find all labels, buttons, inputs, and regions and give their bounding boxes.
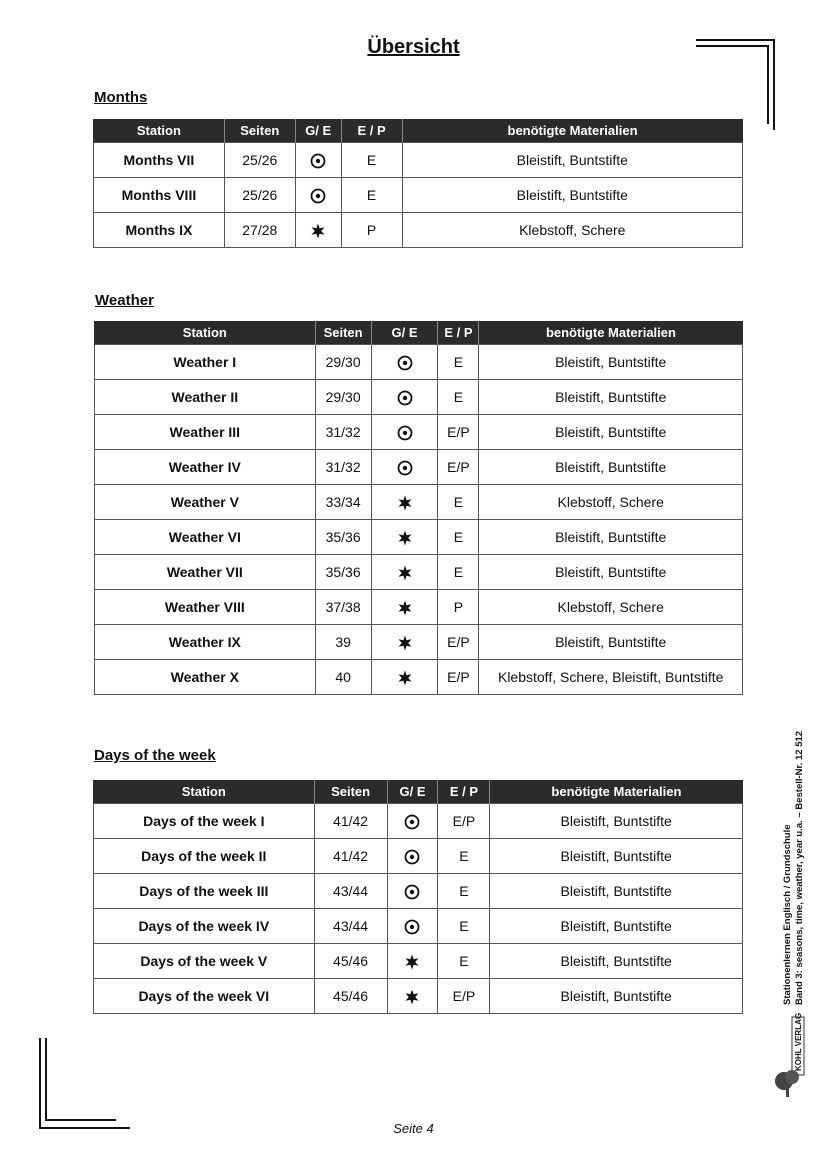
page-footer: Seite 4: [393, 1121, 434, 1136]
table-row: [95, 380, 743, 415]
table-row: [95, 555, 743, 590]
table-row: [94, 178, 743, 213]
ep-cell: E: [438, 909, 490, 944]
table-row: [95, 520, 743, 555]
ep-cell: P: [341, 213, 402, 248]
materialien-cell: Bleistift, Buntstifte: [490, 979, 743, 1014]
seiten-cell: 27/28: [224, 213, 295, 248]
header-seiten: Seiten: [224, 119, 295, 143]
ge-cell: [371, 415, 438, 450]
header-materialien: benötigte Materialien: [490, 780, 743, 804]
ge-cell: [371, 485, 438, 520]
header-ge: G/ E: [295, 119, 341, 143]
header-seiten: Seiten: [315, 321, 371, 345]
seiten-cell: 25/26: [224, 143, 295, 178]
station-cell: Weather V: [95, 485, 316, 520]
side-text-line-1: Stationenlernen Englisch / Grundschule: [782, 824, 793, 1005]
seiten-cell: 45/46: [314, 944, 387, 979]
star-icon: [310, 221, 326, 237]
table-row: [95, 485, 743, 520]
materialien-cell: Bleistift, Buntstifte: [479, 415, 743, 450]
star-icon: [397, 598, 413, 614]
ep-cell: E/P: [438, 625, 479, 660]
header-materialien: benötigte Materialien: [479, 321, 743, 345]
seiten-cell: 41/42: [314, 839, 387, 874]
ge-cell: [387, 944, 438, 979]
ge-cell: [371, 450, 438, 485]
star-icon: [397, 493, 413, 509]
corner-frame-bottom-left: [34, 1034, 134, 1134]
header-materialien: benötigte Materialien: [402, 119, 742, 143]
ep-cell: E/P: [438, 660, 479, 695]
circle-dot-icon: [404, 882, 420, 898]
header-seiten: Seiten: [314, 780, 387, 804]
materialien-cell: Bleistift, Buntstifte: [479, 520, 743, 555]
table-row: [94, 979, 743, 1014]
seiten-cell: 43/44: [314, 874, 387, 909]
ge-cell: [371, 380, 438, 415]
days-of-the-week-table: [93, 780, 743, 1014]
circle-dot-icon: [397, 388, 413, 404]
ep-cell: E/P: [438, 450, 479, 485]
ge-cell: [371, 345, 438, 380]
station-cell: Months VIII: [94, 178, 225, 213]
circle-dot-icon: [310, 151, 326, 167]
table-row: [94, 143, 743, 178]
materialien-cell: Klebstoff, Schere: [479, 485, 743, 520]
station-cell: Weather IX: [95, 625, 316, 660]
seiten-cell: 31/32: [315, 415, 371, 450]
materialien-cell: Klebstoff, Schere: [402, 213, 742, 248]
table-row: [95, 450, 743, 485]
table-row: [95, 625, 743, 660]
seiten-cell: 29/30: [315, 380, 371, 415]
station-cell: Weather I: [95, 345, 316, 380]
months-table: [93, 119, 743, 248]
header-ep: E / P: [438, 321, 479, 345]
section-title-weather: Weather: [95, 292, 154, 309]
section-title-months: Months: [94, 89, 148, 106]
ep-cell: E/P: [438, 415, 479, 450]
star-icon: [397, 668, 413, 684]
table-row: [94, 804, 743, 839]
ep-cell: E: [438, 520, 479, 555]
header-station: Station: [95, 321, 316, 345]
ep-cell: E: [438, 380, 479, 415]
materialien-cell: Bleistift, Buntstifte: [479, 450, 743, 485]
station-cell: Weather II: [95, 380, 316, 415]
ge-cell: [387, 874, 438, 909]
ge-cell: [387, 909, 438, 944]
materialien-cell: Bleistift, Buntstifte: [402, 178, 742, 213]
weather-table: [94, 321, 743, 695]
ge-cell: [387, 979, 438, 1014]
star-icon: [397, 633, 413, 649]
table-row: [94, 909, 743, 944]
table-row: [94, 839, 743, 874]
seiten-cell: 25/26: [224, 178, 295, 213]
materialien-cell: Bleistift, Buntstifte: [490, 874, 743, 909]
materialien-cell: Klebstoff, Schere: [479, 590, 743, 625]
seiten-cell: 39: [315, 625, 371, 660]
circle-dot-icon: [397, 423, 413, 439]
publisher-side-text: [772, 705, 812, 1005]
materialien-cell: Bleistift, Buntstifte: [490, 839, 743, 874]
header-ep: E / P: [438, 780, 490, 804]
materialien-cell: Bleistift, Buntstifte: [479, 555, 743, 590]
station-cell: Days of the week VI: [94, 979, 315, 1014]
circle-dot-icon: [397, 353, 413, 369]
star-icon: [397, 528, 413, 544]
station-cell: Days of the week IV: [94, 909, 315, 944]
ge-cell: [371, 520, 438, 555]
publisher-logo: [772, 1012, 812, 1100]
header-ep: E / P: [341, 119, 402, 143]
ge-cell: [295, 178, 341, 213]
circle-dot-icon: [404, 812, 420, 828]
station-cell: Days of the week II: [94, 839, 315, 874]
circle-dot-icon: [404, 847, 420, 863]
table-row: [95, 660, 743, 695]
table-row: [95, 590, 743, 625]
ep-cell: E: [438, 839, 490, 874]
header-station: Station: [94, 119, 225, 143]
seiten-cell: 29/30: [315, 345, 371, 380]
materialien-cell: Bleistift, Buntstifte: [479, 380, 743, 415]
tree-logo-icon: [772, 1012, 812, 1100]
table-header-row: [95, 321, 743, 345]
materialien-cell: Bleistift, Buntstifte: [490, 944, 743, 979]
station-cell: Months VII: [94, 143, 225, 178]
materialien-cell: Bleistift, Buntstifte: [479, 345, 743, 380]
ep-cell: E: [341, 143, 402, 178]
materialien-cell: Bleistift, Buntstifte: [402, 143, 742, 178]
materialien-cell: Klebstoff, Schere, Bleistift, Buntstifte: [479, 660, 743, 695]
side-text-line-2: Band 3: seasons, time, weather, year u.a. – Bestell-Nr. 12 512: [794, 730, 805, 1005]
station-cell: Weather IV: [95, 450, 316, 485]
station-cell: Weather III: [95, 415, 316, 450]
ge-cell: [371, 625, 438, 660]
ep-cell: E: [438, 555, 479, 590]
table-row: [94, 213, 743, 248]
ge-cell: [371, 555, 438, 590]
table-row: [94, 874, 743, 909]
ep-cell: E: [438, 485, 479, 520]
circle-dot-icon: [404, 917, 420, 933]
ge-cell: [387, 804, 438, 839]
star-icon: [404, 987, 420, 1003]
star-icon: [397, 563, 413, 579]
table-row: [95, 345, 743, 380]
star-icon: [404, 952, 420, 968]
table-header-row: [94, 780, 743, 804]
ep-cell: E: [438, 944, 490, 979]
materialien-cell: Bleistift, Buntstifte: [490, 909, 743, 944]
ge-cell: [295, 143, 341, 178]
table-row: [94, 944, 743, 979]
logo-text: KOHL VERLAG: [794, 1012, 803, 1071]
header-ge: G/ E: [371, 321, 438, 345]
seiten-cell: 40: [315, 660, 371, 695]
ge-cell: [371, 660, 438, 695]
seiten-cell: 35/36: [315, 520, 371, 555]
header-station: Station: [94, 780, 315, 804]
ge-cell: [387, 839, 438, 874]
ep-cell: E/P: [438, 804, 490, 839]
station-cell: Weather VI: [95, 520, 316, 555]
ep-cell: E: [438, 874, 490, 909]
station-cell: Weather X: [95, 660, 316, 695]
header-ge: G/ E: [387, 780, 438, 804]
seiten-cell: 33/34: [315, 485, 371, 520]
seiten-cell: 41/42: [314, 804, 387, 839]
ep-cell: E: [438, 345, 479, 380]
station-cell: Days of the week V: [94, 944, 315, 979]
seiten-cell: 31/32: [315, 450, 371, 485]
page-title: Übersicht: [367, 36, 460, 58]
table-row: [95, 415, 743, 450]
ep-cell: E/P: [438, 979, 490, 1014]
section-title-days-of-the-week: Days of the week: [94, 747, 216, 764]
station-cell: Weather VII: [95, 555, 316, 590]
circle-dot-icon: [310, 186, 326, 202]
circle-dot-icon: [397, 458, 413, 474]
seiten-cell: 37/38: [315, 590, 371, 625]
station-cell: Days of the week I: [94, 804, 315, 839]
ep-cell: E: [341, 178, 402, 213]
ep-cell: P: [438, 590, 479, 625]
table-header-row: [94, 119, 743, 143]
ge-cell: [371, 590, 438, 625]
materialien-cell: Bleistift, Buntstifte: [490, 804, 743, 839]
station-cell: Months IX: [94, 213, 225, 248]
ge-cell: [295, 213, 341, 248]
seiten-cell: 35/36: [315, 555, 371, 590]
station-cell: Weather VIII: [95, 590, 316, 625]
seiten-cell: 43/44: [314, 909, 387, 944]
seiten-cell: 45/46: [314, 979, 387, 1014]
station-cell: Days of the week III: [94, 874, 315, 909]
materialien-cell: Bleistift, Buntstifte: [479, 625, 743, 660]
